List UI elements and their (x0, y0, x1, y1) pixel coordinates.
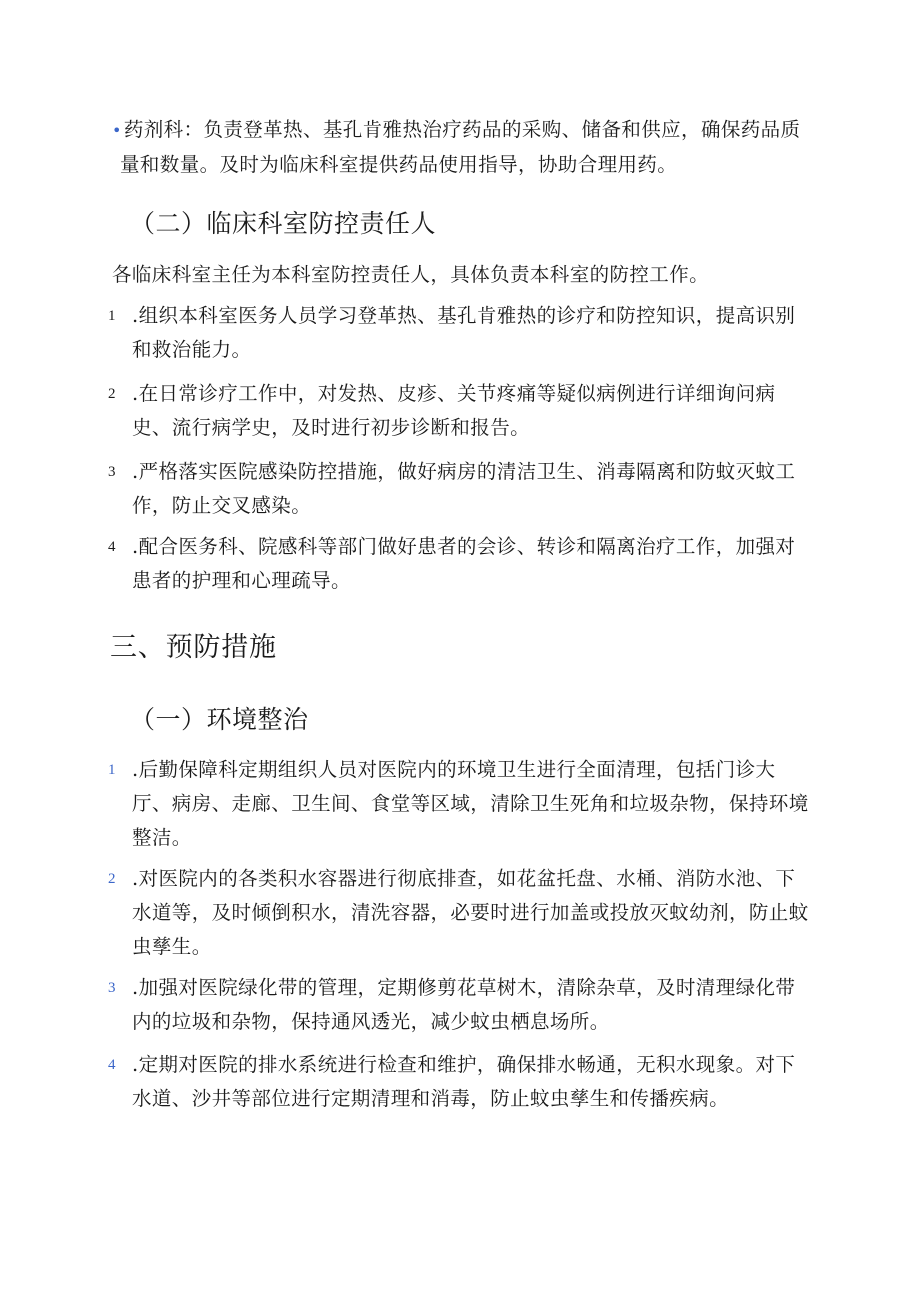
bullet-icon: • (112, 121, 122, 140)
list-item-text: .配合医务科、院感科等部门做好患者的会诊、转诊和隔离治疗工作，加强对患者的护理和心理疏导。 (132, 535, 796, 592)
environment-list-item-3 (108, 971, 813, 1039)
list-item-text: .后勤保障科定期组织人员对医院内的环境卫生进行全面清理，包括门诊大厅、病房、走廊、卫生间、食堂等区域，清除卫生死角和垃圾杂物，保持环境整洁。 (132, 758, 809, 849)
list-number: 1 (108, 762, 116, 778)
clinical-list-item-3 (108, 455, 813, 523)
list-number: 3 (108, 980, 116, 996)
list-item-text: .在日常诊疗工作中，对发热、皮疹、关节疼痛等疑似病例进行详细询问病史、流行病学史，及时进行初步诊断和报告。 (132, 382, 776, 439)
clinical-list-item-2 (108, 377, 813, 445)
list-number: 3 (108, 464, 116, 480)
environment-list-item-4 (108, 1048, 813, 1116)
list-item-text: .组织本科室医务人员学习登革热、基孔肯雅热的诊疗和防控知识，提高识别和救治能力。 (132, 304, 796, 361)
list-number: 4 (108, 1057, 116, 1073)
pharmacy-paragraph (112, 113, 820, 182)
prevention-section-heading: 三、预防措施 (110, 632, 277, 663)
environment-list-item-2 (108, 862, 813, 964)
environment-section-heading: （一）环境整治 (130, 705, 309, 734)
pharmacy-text: 药剂科：负责登革热、基孔肯雅热治疗药品的采购、储备和供应，确保药品质量和数量。及时为临床科室提供药品使用指导，协助合理用药。 (120, 118, 801, 176)
clinical-section-heading: （二）临床科室防控责任人 (130, 209, 437, 238)
list-number: 2 (108, 871, 116, 887)
list-item-text: .加强对医院绿化带的管理，定期修剪花草树木，清除杂草，及时清理绿化带内的垃圾和杂物，保持通风透光，减少蚊虫栖息场所。 (132, 976, 796, 1033)
clinical-list-item-1 (108, 299, 813, 367)
list-number: 2 (108, 386, 116, 402)
clinical-intro: 各临床科室主任为本科室防控责任人，具体负责本科室的防控工作。 (112, 263, 710, 286)
list-number: 1 (108, 308, 116, 324)
list-number: 4 (108, 539, 116, 555)
environment-list-item-1 (108, 753, 813, 855)
list-item-text: .对医院内的各类积水容器进行彻底排查，如花盆托盘、水桶、消防水池、下水道等，及时倾倒积水，清洗容器，必要时进行加盖或投放灭蚊幼剂，防止蚊虫孳生。 (132, 867, 809, 958)
list-item-text: .定期对医院的排水系统进行检查和维护，确保排水畅通，无积水现象。对下水道、沙井等部位进行定期清理和消毒，防止蚊虫孳生和传播疾病。 (132, 1053, 796, 1110)
clinical-list-item-4 (108, 530, 813, 598)
list-item-text: .严格落实医院感染防控措施，做好病房的清洁卫生、消毒隔离和防蚊灭蚊工作，防止交叉感染。 (132, 460, 796, 517)
